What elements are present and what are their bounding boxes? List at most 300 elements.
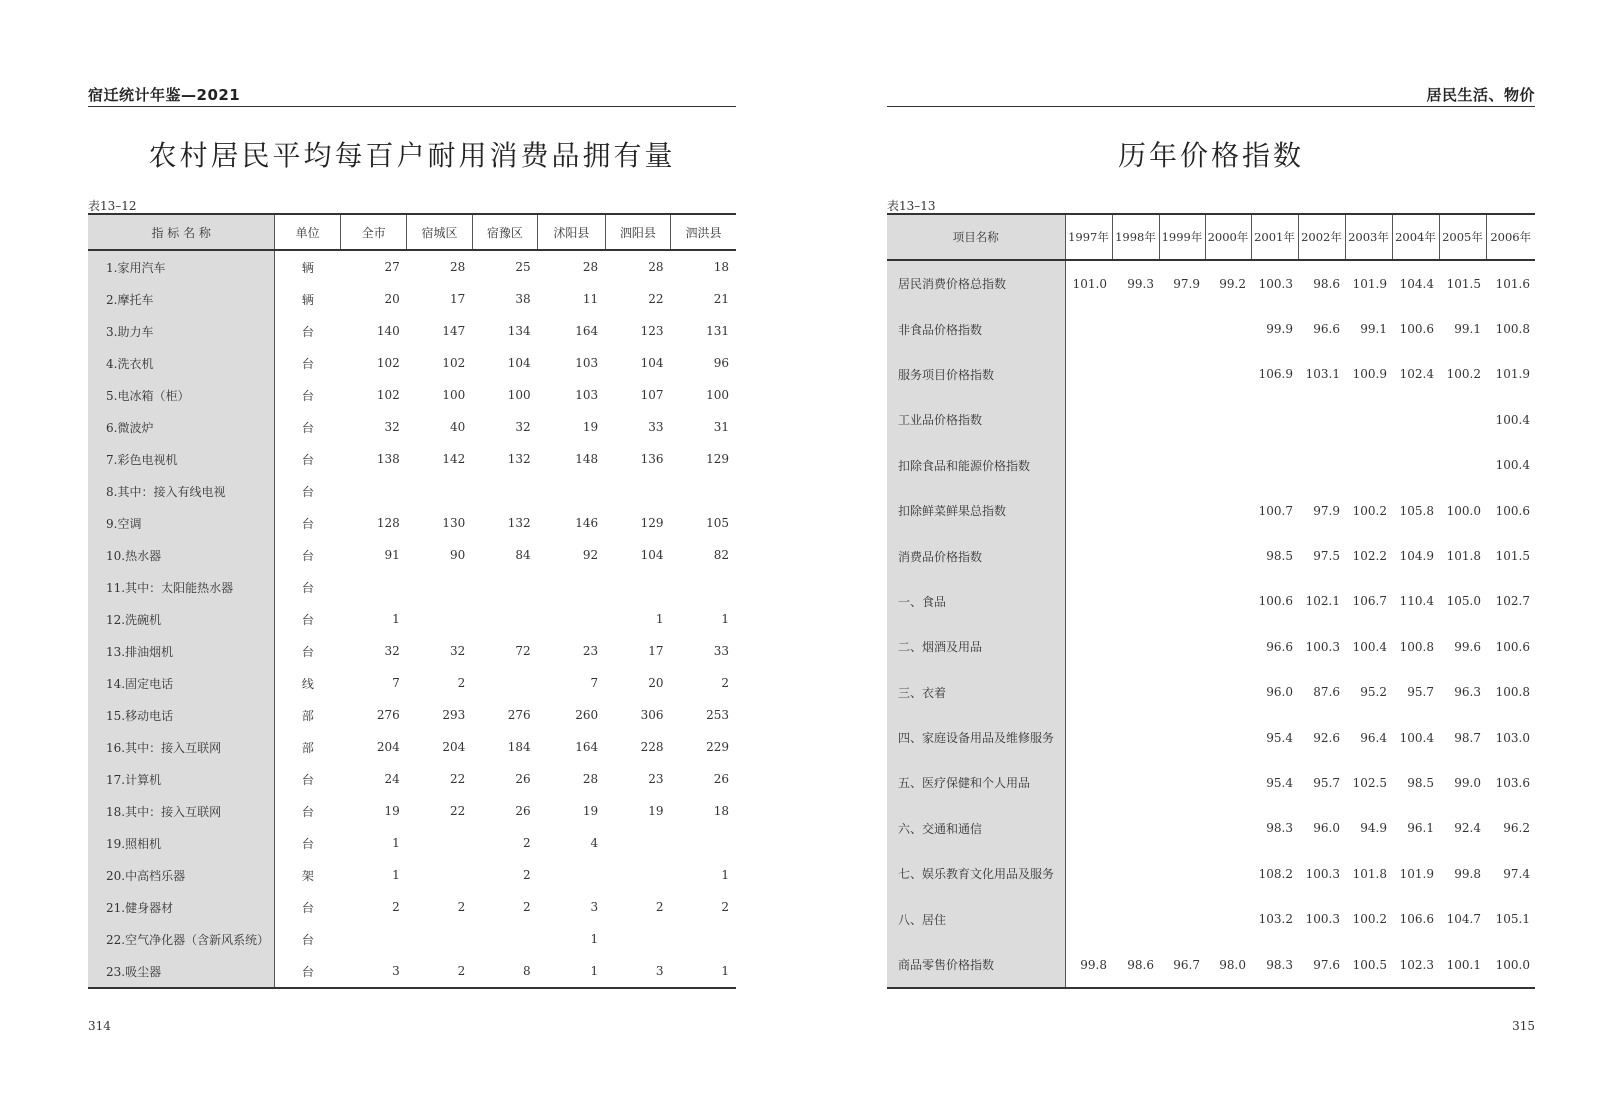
- table-row: [88, 507, 736, 539]
- row-label: 6.微波炉: [88, 411, 275, 443]
- column-header: 宿城区: [407, 214, 472, 250]
- value-cell: [1065, 851, 1112, 896]
- table-row: [88, 603, 736, 635]
- value-cell: 147: [442, 324, 466, 338]
- value-cell: 164: [575, 740, 599, 754]
- column-header: 泗洪县: [671, 214, 736, 250]
- value-cell: 134: [507, 324, 531, 338]
- value-cell: 1: [590, 932, 599, 946]
- value-cell: 99.1: [1360, 322, 1387, 337]
- table-row: [887, 851, 1535, 896]
- value-cell: 97.9: [1313, 503, 1340, 518]
- value-cell: 100.8: [1495, 322, 1530, 337]
- value-cell: [1439, 443, 1486, 488]
- table-row: [88, 763, 736, 795]
- value-cell: [1065, 715, 1112, 760]
- value-cell: 1: [538, 955, 606, 988]
- value-cell: 99.8: [1065, 942, 1112, 988]
- value-cell: [1159, 533, 1205, 578]
- unit-cell: 台: [301, 484, 314, 499]
- value-cell: [1159, 760, 1205, 805]
- table-row: [88, 379, 736, 411]
- value-cell: 102.7: [1495, 594, 1530, 609]
- value-cell: 90: [449, 548, 466, 562]
- table-row: [88, 250, 736, 283]
- value-cell: 100.6: [1258, 594, 1293, 609]
- value-cell: 100.4: [1352, 639, 1387, 654]
- value-cell: 99.1: [1454, 322, 1481, 337]
- value-cell: 123: [640, 324, 664, 338]
- value-cell: 101.9: [1352, 276, 1387, 291]
- table-row: [887, 896, 1535, 941]
- value-cell: 7: [590, 676, 599, 690]
- value-cell: 100.3: [1305, 639, 1340, 654]
- table-row: [887, 352, 1535, 397]
- value-cell: 105.1: [1495, 912, 1530, 927]
- value-cell: 32: [384, 420, 400, 434]
- value-cell: 33: [713, 644, 729, 658]
- value-cell: 107: [640, 388, 664, 402]
- value-cell: 260: [575, 708, 599, 722]
- value-cell: 100.1: [1439, 942, 1486, 988]
- unit-cell: 辆: [301, 260, 314, 275]
- value-cell: 4: [590, 836, 599, 850]
- column-header: 1998年: [1112, 214, 1159, 260]
- value-cell: [1205, 670, 1251, 715]
- row-label: 9.空调: [88, 507, 275, 539]
- table-row: [887, 306, 1535, 351]
- value-cell: 2: [523, 868, 531, 882]
- value-cell: [605, 827, 670, 859]
- value-cell: 142: [442, 452, 466, 466]
- value-cell: 293: [442, 708, 466, 722]
- value-cell: [340, 475, 406, 507]
- value-cell: 87.6: [1313, 685, 1340, 700]
- value-cell: 101.6: [1495, 276, 1530, 291]
- value-cell: 129: [706, 452, 729, 466]
- value-cell: 27: [384, 260, 400, 274]
- row-label: 3.助力车: [88, 315, 275, 347]
- value-cell: 96.4: [1360, 730, 1387, 745]
- row-label: 21.健身器材: [88, 891, 275, 923]
- table-row: [88, 443, 736, 475]
- table-row: [887, 942, 1535, 988]
- table-row: [887, 443, 1535, 488]
- value-cell: 95.4: [1266, 775, 1293, 790]
- row-label: 23.吸尘器: [88, 955, 275, 988]
- column-header: 1997年: [1065, 214, 1112, 260]
- row-label: 16.其中：接入互联网: [88, 731, 275, 763]
- price-index-table: [887, 213, 1535, 989]
- value-cell: [1251, 397, 1298, 442]
- column-header: 单位: [275, 214, 340, 250]
- value-cell: 100.3: [1305, 866, 1340, 881]
- value-cell: [1065, 896, 1112, 941]
- running-head-text: 宿迁统计年鉴—2021: [88, 86, 241, 104]
- row-label: 扣除食品和能源价格指数: [887, 443, 1065, 488]
- value-cell: [538, 603, 606, 635]
- value-cell: [1112, 488, 1159, 533]
- value-cell: 204: [376, 740, 400, 754]
- value-cell: [1065, 760, 1112, 805]
- value-cell: 104: [640, 356, 664, 370]
- unit-cell: 台: [301, 836, 314, 851]
- value-cell: [1112, 851, 1159, 896]
- value-cell: 204: [442, 740, 466, 754]
- value-cell: [1205, 715, 1251, 760]
- value-cell: [407, 859, 472, 891]
- right-page: [887, 0, 1535, 1099]
- value-cell: 32: [515, 420, 531, 434]
- value-cell: [1112, 624, 1159, 669]
- value-cell: 2: [721, 900, 729, 914]
- value-cell: 11: [582, 292, 599, 306]
- value-cell: 104: [507, 356, 531, 370]
- value-cell: 2: [721, 676, 729, 690]
- value-cell: [1159, 715, 1205, 760]
- value-cell: 110.4: [1399, 594, 1434, 609]
- value-cell: [1205, 806, 1251, 851]
- value-cell: [1205, 443, 1251, 488]
- value-cell: 101.9: [1399, 866, 1434, 881]
- value-cell: 22: [449, 804, 466, 818]
- value-cell: [1112, 670, 1159, 715]
- value-cell: 104.4: [1399, 276, 1434, 291]
- value-cell: 132: [507, 516, 531, 530]
- row-label: 非食品价格指数: [887, 306, 1065, 351]
- value-cell: [1159, 896, 1205, 941]
- table-row: [887, 260, 1535, 306]
- value-cell: 1: [655, 612, 664, 626]
- unit-cell: 台: [301, 452, 314, 467]
- table-row: [887, 806, 1535, 851]
- column-header: 2002年: [1298, 214, 1345, 260]
- value-cell: 82: [713, 548, 729, 562]
- value-cell: [1065, 579, 1112, 624]
- value-cell: 98.0: [1205, 942, 1251, 988]
- row-label: 8.其中：接入有线电视: [88, 475, 275, 507]
- value-cell: 105.8: [1399, 503, 1434, 518]
- table-row: [88, 891, 736, 923]
- value-cell: 98.7: [1454, 730, 1481, 745]
- value-cell: 106.9: [1258, 367, 1293, 382]
- unit-cell: 台: [301, 580, 314, 595]
- value-cell: [407, 475, 472, 507]
- value-cell: [1159, 624, 1205, 669]
- value-cell: 102: [376, 356, 400, 370]
- value-cell: [472, 923, 537, 955]
- value-cell: [671, 571, 736, 603]
- value-cell: 99.6: [1454, 639, 1481, 654]
- value-cell: 2: [655, 900, 664, 914]
- unit-cell: 台: [301, 548, 314, 563]
- value-cell: 26: [515, 804, 531, 818]
- value-cell: [1065, 806, 1112, 851]
- value-cell: 130: [442, 516, 466, 530]
- value-cell: [407, 827, 472, 859]
- value-cell: 2: [457, 676, 466, 690]
- value-cell: [1065, 352, 1112, 397]
- value-cell: 102.4: [1399, 367, 1434, 382]
- row-label: 六、交通和通信: [887, 806, 1065, 851]
- table-header-row: [88, 214, 736, 250]
- value-cell: 28: [582, 260, 599, 274]
- value-cell: [1205, 306, 1251, 351]
- value-cell: 38: [515, 292, 531, 306]
- value-cell: 228: [640, 740, 664, 754]
- value-cell: 99.0: [1454, 775, 1481, 790]
- value-cell: 140: [376, 324, 400, 338]
- value-cell: 100: [706, 388, 729, 402]
- value-cell: [1392, 443, 1439, 488]
- value-cell: [605, 571, 670, 603]
- unit-cell: 线: [301, 676, 314, 691]
- running-head: [88, 84, 736, 107]
- value-cell: 1: [392, 612, 400, 626]
- value-cell: [1112, 896, 1159, 941]
- row-label: 11.其中：太阳能热水器: [88, 571, 275, 603]
- value-cell: 23: [582, 644, 599, 658]
- column-header: 2003年: [1345, 214, 1392, 260]
- value-cell: [1112, 715, 1159, 760]
- value-cell: 32: [384, 644, 400, 658]
- table-number: 表13–13: [887, 199, 936, 213]
- row-label: 10.热水器: [88, 539, 275, 571]
- table-row: [88, 411, 736, 443]
- value-cell: [1065, 533, 1112, 578]
- value-cell: 96.1: [1407, 821, 1434, 836]
- table-row: [88, 539, 736, 571]
- value-cell: [1439, 397, 1486, 442]
- value-cell: 102: [442, 356, 466, 370]
- value-cell: [1159, 397, 1205, 442]
- value-cell: 132: [507, 452, 531, 466]
- value-cell: 32: [449, 644, 466, 658]
- value-cell: 102.2: [1352, 549, 1387, 564]
- value-cell: 98.3: [1251, 942, 1298, 988]
- value-cell: 1: [671, 955, 736, 988]
- value-cell: 97.9: [1173, 276, 1200, 291]
- unit-cell: 台: [301, 420, 314, 435]
- value-cell: [1205, 624, 1251, 669]
- value-cell: 100.2: [1446, 367, 1481, 382]
- table-row: [88, 731, 736, 763]
- table-row: [88, 667, 736, 699]
- table-row: [88, 635, 736, 667]
- value-cell: [472, 667, 537, 699]
- row-label: 5.电冰箱（柜）: [88, 379, 275, 411]
- value-cell: 100.6: [1495, 503, 1530, 518]
- value-cell: [472, 475, 537, 507]
- value-cell: 84: [515, 548, 531, 562]
- unit-cell: 台: [301, 516, 314, 531]
- value-cell: 98.5: [1407, 775, 1434, 790]
- page-title: 历年价格指数: [1117, 139, 1304, 172]
- column-header: 全市: [340, 214, 406, 250]
- row-label: 20.中高档乐器: [88, 859, 275, 891]
- value-cell: [538, 475, 606, 507]
- value-cell: 103.6: [1495, 775, 1530, 790]
- value-cell: [1065, 624, 1112, 669]
- value-cell: [671, 827, 736, 859]
- value-cell: [1159, 352, 1205, 397]
- value-cell: 92.4: [1454, 821, 1481, 836]
- value-cell: 28: [582, 772, 599, 786]
- value-cell: 99.8: [1454, 866, 1481, 881]
- value-cell: 104.9: [1399, 549, 1434, 564]
- column-header-name: 项目名称: [887, 214, 1065, 260]
- value-cell: 19: [582, 420, 599, 434]
- running-head-text: 居民生活、物价: [1426, 86, 1535, 104]
- column-header: 宿豫区: [472, 214, 537, 250]
- column-header: 2000年: [1205, 214, 1251, 260]
- value-cell: 96.0: [1313, 821, 1340, 836]
- value-cell: 18: [713, 804, 729, 818]
- table-row: [887, 624, 1535, 669]
- row-label: 消费品价格指数: [887, 533, 1065, 578]
- value-cell: 24: [384, 772, 400, 786]
- value-cell: 105.0: [1446, 594, 1481, 609]
- value-cell: 105: [706, 516, 729, 530]
- page-number: 314: [88, 1019, 111, 1033]
- table-number: 表13–12: [88, 199, 137, 213]
- value-cell: [340, 571, 406, 603]
- value-cell: 101.0: [1072, 276, 1107, 291]
- value-cell: [1065, 670, 1112, 715]
- value-cell: 26: [713, 772, 729, 786]
- value-cell: 100.5: [1345, 942, 1392, 988]
- row-label: 八、居住: [887, 896, 1065, 941]
- table-row: [88, 795, 736, 827]
- value-cell: [605, 923, 670, 955]
- value-cell: [472, 603, 537, 635]
- value-cell: 138: [376, 452, 400, 466]
- value-cell: 18: [713, 260, 729, 274]
- value-cell: 306: [640, 708, 664, 722]
- unit-cell: 台: [275, 955, 340, 988]
- unit-cell: 台: [301, 772, 314, 787]
- value-cell: 28: [648, 260, 664, 274]
- value-cell: [1345, 397, 1392, 442]
- table-row: [88, 315, 736, 347]
- value-cell: [407, 571, 472, 603]
- value-cell: 40: [449, 420, 466, 434]
- value-cell: 17: [648, 644, 664, 658]
- row-label: 17.计算机: [88, 763, 275, 795]
- page-number: 315: [1512, 1019, 1535, 1033]
- value-cell: 3: [605, 955, 670, 988]
- row-label: 7.彩色电视机: [88, 443, 275, 475]
- value-cell: 95.4: [1266, 730, 1293, 745]
- value-cell: 20: [384, 292, 400, 306]
- table-row: [88, 827, 736, 859]
- value-cell: 100: [442, 388, 466, 402]
- table-row: [88, 859, 736, 891]
- value-cell: 129: [640, 516, 664, 530]
- value-cell: [605, 475, 670, 507]
- value-cell: [1112, 760, 1159, 805]
- value-cell: 96: [713, 356, 729, 370]
- value-cell: 100.6: [1399, 322, 1434, 337]
- value-cell: [1205, 760, 1251, 805]
- value-cell: [1298, 397, 1345, 442]
- unit-cell: 辆: [301, 292, 314, 307]
- value-cell: 100.0: [1486, 942, 1535, 988]
- value-cell: 22: [449, 772, 466, 786]
- value-cell: 96.6: [1313, 322, 1340, 337]
- unit-cell: 台: [301, 356, 314, 371]
- column-header: 2001年: [1251, 214, 1298, 260]
- value-cell: [538, 859, 606, 891]
- value-cell: 100.4: [1495, 412, 1530, 427]
- page-title: 农村居民平均每百户耐用消费品拥有量: [148, 139, 676, 172]
- value-cell: 102.3: [1392, 942, 1439, 988]
- value-cell: [472, 571, 537, 603]
- value-cell: 100.2: [1352, 912, 1387, 927]
- value-cell: [1205, 533, 1251, 578]
- unit-cell: 台: [301, 388, 314, 403]
- row-label: 扣除鲜菜鲜果总指数: [887, 488, 1065, 533]
- value-cell: 97.4: [1503, 866, 1530, 881]
- value-cell: 104: [640, 548, 664, 562]
- row-label: 2.摩托车: [88, 283, 275, 315]
- value-cell: 100.9: [1352, 367, 1387, 382]
- value-cell: [1251, 443, 1298, 488]
- value-cell: 98.5: [1266, 549, 1293, 564]
- row-label: 工业品价格指数: [887, 397, 1065, 442]
- value-cell: [1065, 443, 1112, 488]
- value-cell: [538, 571, 606, 603]
- unit-cell: 架: [301, 868, 314, 883]
- value-cell: 103.0: [1495, 730, 1530, 745]
- value-cell: 26: [515, 772, 531, 786]
- unit-cell: 部: [301, 740, 314, 755]
- value-cell: 2: [523, 836, 531, 850]
- value-cell: 229: [706, 740, 729, 754]
- value-cell: 7: [392, 676, 400, 690]
- unit-cell: 台: [301, 612, 314, 627]
- row-label: 七、娱乐教育文化用品及服务: [887, 851, 1065, 896]
- value-cell: 25: [515, 260, 531, 274]
- table-body: [887, 260, 1535, 988]
- value-cell: 103: [575, 388, 599, 402]
- value-cell: 91: [384, 548, 400, 562]
- value-cell: 96.7: [1159, 942, 1205, 988]
- row-label: 三、衣着: [887, 670, 1065, 715]
- value-cell: [1112, 806, 1159, 851]
- table-row: [887, 579, 1535, 624]
- value-cell: 28: [449, 260, 466, 274]
- row-label: 15.移动电话: [88, 699, 275, 731]
- value-cell: 100.8: [1495, 685, 1530, 700]
- value-cell: 253: [706, 708, 729, 722]
- value-cell: 100.3: [1258, 276, 1293, 291]
- table-row: [887, 488, 1535, 533]
- value-cell: 146: [575, 516, 599, 530]
- value-cell: [1159, 306, 1205, 351]
- value-cell: 108.2: [1258, 866, 1293, 881]
- value-cell: 21: [713, 292, 729, 306]
- table-row: [887, 670, 1535, 715]
- unit-cell: 台: [301, 644, 314, 659]
- value-cell: 2: [457, 900, 466, 914]
- value-cell: 100.6: [1495, 639, 1530, 654]
- value-cell: 100.4: [1399, 730, 1434, 745]
- value-cell: 100.0: [1446, 503, 1481, 518]
- value-cell: 94.9: [1360, 821, 1387, 836]
- value-cell: [1159, 443, 1205, 488]
- value-cell: [1392, 397, 1439, 442]
